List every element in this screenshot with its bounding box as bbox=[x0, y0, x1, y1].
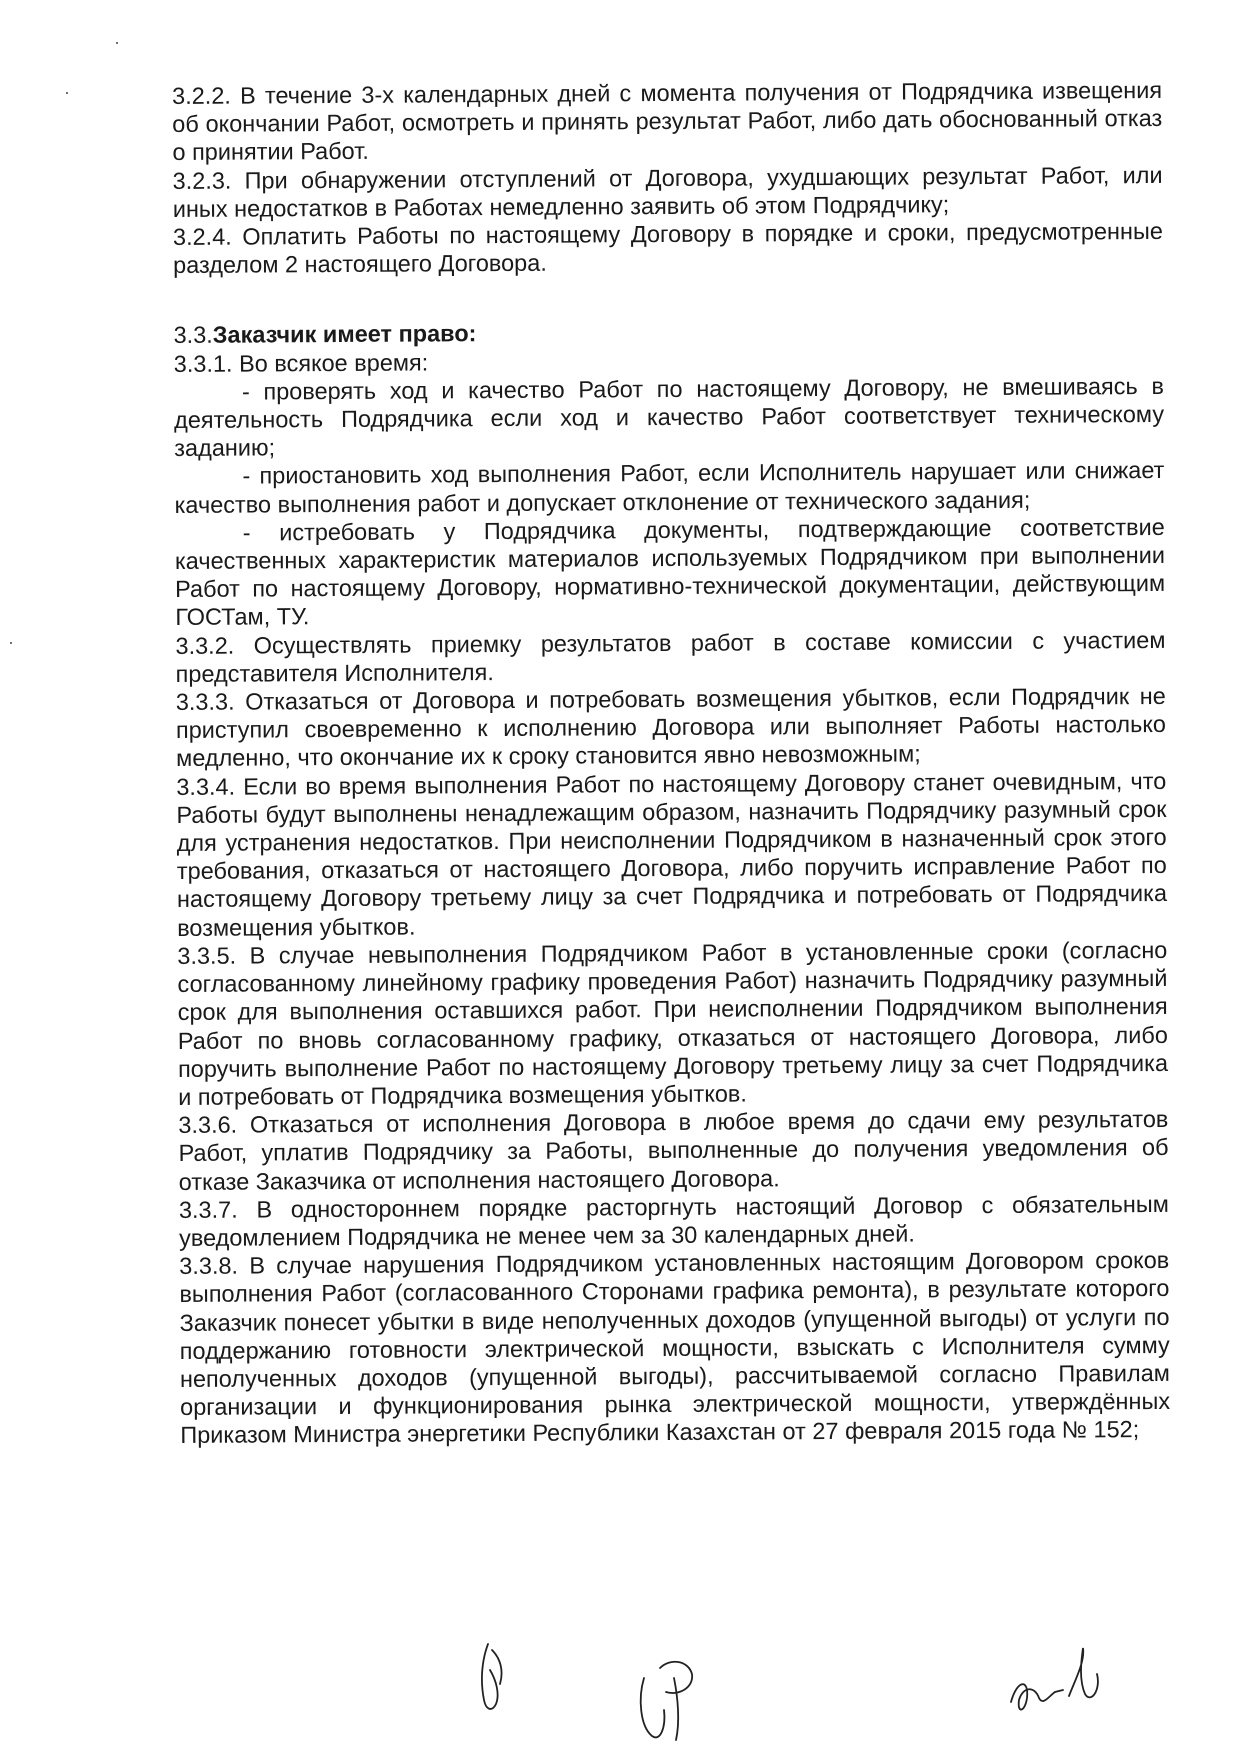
clause-3-2-4: 3.2.4. Оплатить Работы по настоящему Договору в порядке и сроки, предусмотренные разделом 2 настоящего Договора. bbox=[172, 217, 1164, 279]
scan-speck bbox=[116, 42, 118, 44]
clause-3-3-6: 3.3.6. Отказаться от исполнения Договора в любое время до сдачи ему результатов Работ, уплатив Подрядчику за Работы, выполненные до получения уведомления об отказе Заказчика от исполнения настоящего Договора. bbox=[178, 1106, 1169, 1195]
section-number: 3.3. bbox=[173, 322, 213, 349]
clause-3-3-7: 3.3.7. В одностороннем порядке расторгнуть настоящий Договор с обязательным уведомлением Подрядчика не менее чем за 30 календарных дней. bbox=[178, 1190, 1169, 1251]
clause-3-3-3: 3.3.3. Отказаться от Договора и потребовать возмещения убытков, если Подрядчик не приступил своевременно к исполнению Договора или выполняет Работы настолько медленно, что окончание их к сроку становится явно невозможным; bbox=[175, 683, 1167, 772]
section-title: Заказчик имеет право: bbox=[212, 320, 477, 349]
clause-3-2-2: 3.2.2. В течение 3-х календарных дней с момента получения от Подрядчика извещения об окончании Работ, осмотреть и принять результат Работ, либо дать обоснованный отказ о принятии Работ. bbox=[172, 76, 1163, 166]
handwritten-initial-2 bbox=[630, 1648, 710, 1748]
bullet-suspend-work: - приостановить ход выполнения Работ, если Исполнитель нарушает или снижает качество выполнения работ и допускает отклонение от технического задания; bbox=[174, 457, 1165, 518]
document-page bbox=[172, 76, 1170, 1450]
spacer bbox=[173, 273, 1163, 321]
clause-3-3-1: 3.3.1. Во всякое время: bbox=[173, 349, 429, 377]
handwritten-initial-1 bbox=[470, 1640, 520, 1720]
scan-speck bbox=[66, 92, 68, 94]
bullet-check-progress: - проверять ход и качество Работ по настоящему Договору, не вмешиваясь в деятельность Подрядчика если ход и качество Работ соответствует техническому заданию; bbox=[173, 372, 1165, 462]
handwritten-signature bbox=[1005, 1640, 1115, 1730]
clause-3-3-8: 3.3.8. В случае нарушения Подрядчиком установленных настоящим Договором сроков выполнения Работ (согласованного Сторонами графика ремонта), в результате которого Заказчик понесет убытки в виде неполученных доходов (упущенной выгоды) от услуги по поддержанию готовности электрической мощности, взыскать с Исполнителя сумму неполученных доходов (упущенной выгоды), рассчитываемой согласно Правилам организации и функционирования рынка электрической мощности, утверждённых Приказом Министра энергетики Республики Казахстан от 27 февраля 2015 года № 152; bbox=[179, 1247, 1171, 1449]
clause-3-3-2: 3.3.2. Осуществлять приемку результатов работ в составе комиссии с участием представителя Исполнителя. bbox=[175, 626, 1166, 687]
bullet-request-documents: - истребовать у Подрядчика документы, подтверждающие соответствие качественных характеристик материалов используемых Подрядчиком при выполнении Работ по настоящему Договору, нормативно-технической документации, действующим ГОСТам, ТУ. bbox=[174, 513, 1166, 631]
clause-3-3-4: 3.3.4. Если во время выполнения Работ по настоящему Договору станет очевидным, что Работы будут выполнены ненадлежащим образом, назначить Подрядчику разумный срок для устранения недостатков. При неисполнении Подрядчиком в назначенный срок этого требования, отказаться от настоящего Договора, либо поручить исправление Работ по настоящему Договору третьему лицу за счет Подрядчика и потребовать от Подрядчика возмещения убытков. bbox=[176, 767, 1168, 941]
scan-speck bbox=[10, 642, 12, 644]
clause-3-2-3: 3.2.3. При обнаружении отступлений от Договора, ухудшающих результат Работ, или иных недостатков в Работах немедленно заявить об этом Подрядчику; bbox=[172, 161, 1163, 222]
signature-area bbox=[0, 1600, 1240, 1754]
clause-3-3-5: 3.3.5. В случае невыполнения Подрядчиком Работ в установленные сроки (согласно согласованному линейному графику проведения Работ) назначить Подрядчику разумный срок для выполнения оставшихся работ. При неисполнении Подрядчиком выполнения Работ по вновь согласованному графику, отказаться от настоящего Договора, либо поручить выполнение Работ по настоящему Договору третьему лицу за счет Подрядчика и потребовать от Подрядчика возмещения убытков. bbox=[177, 936, 1169, 1110]
